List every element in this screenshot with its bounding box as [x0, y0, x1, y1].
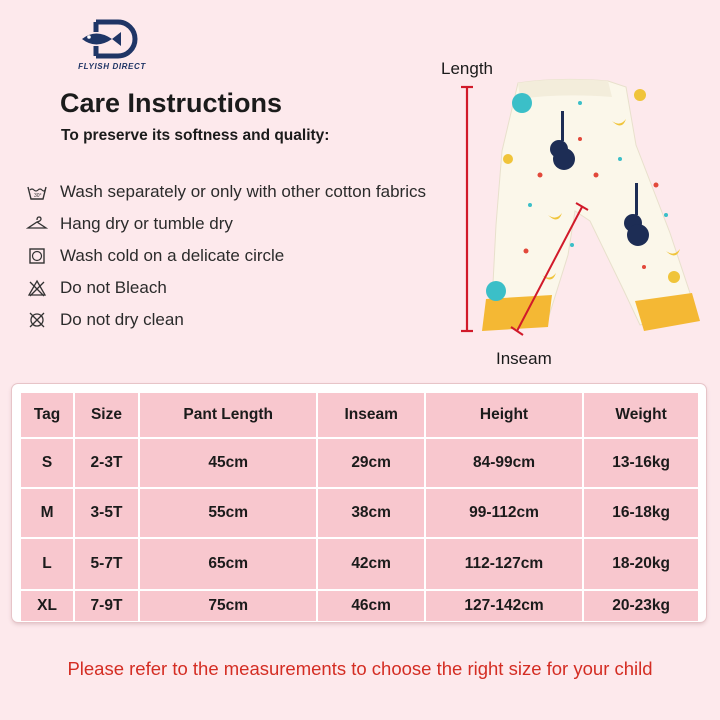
care-label: Do not dry clean: [60, 310, 184, 329]
care-list: [26, 176, 426, 336]
hanger-icon: [26, 213, 48, 235]
cell-pant-length: 55cm: [140, 489, 317, 537]
left-cuff: [482, 295, 552, 331]
pants-diagram: [430, 55, 720, 375]
cell-weight: 16-18kg: [584, 489, 698, 537]
header-pant-length: Pant Length: [140, 393, 317, 437]
header-size: Size: [75, 393, 138, 437]
pants-shape: [492, 79, 695, 325]
cell-tag: M: [21, 489, 73, 537]
size-advice-note: Please refer to the measurements to choose the right size for your child: [67, 658, 653, 679]
cell-inseam: 29cm: [318, 439, 423, 487]
cell-tag: S: [21, 439, 73, 487]
cell-tag: L: [21, 539, 73, 589]
cell-height: 127-142cm: [426, 591, 582, 621]
table-row: [21, 539, 698, 589]
no-bleach-icon: [26, 277, 48, 299]
no-dry-clean-icon: [26, 309, 48, 331]
cell-size: 5-7T: [75, 539, 138, 589]
header-weight: Weight: [584, 393, 698, 437]
cell-inseam: 38cm: [318, 489, 423, 537]
care-subtitle: To preserve its softness and quality:: [61, 127, 330, 144]
inseam-label: Inseam: [496, 349, 552, 368]
care-label: Wash cold on a delicate circle: [60, 246, 285, 265]
cell-inseam: 46cm: [318, 591, 423, 621]
cell-weight: 20-23kg: [584, 591, 698, 621]
cell-weight: 18-20kg: [584, 539, 698, 589]
cell-pant-length: 45cm: [140, 439, 317, 487]
wash-tub-icon: [26, 181, 48, 203]
care-item-wash-separately: [26, 176, 426, 208]
cell-size: 2-3T: [75, 439, 138, 487]
care-item-no-bleach: [26, 272, 426, 304]
cell-height: 84-99cm: [426, 439, 582, 487]
care-label: Wash separately or only with other cotton fabrics: [60, 182, 426, 201]
header-tag: Tag: [21, 393, 73, 437]
cell-pant-length: 65cm: [140, 539, 317, 589]
table-row: [21, 439, 698, 487]
cell-inseam: 42cm: [318, 539, 423, 589]
cell-height: 99-112cm: [426, 489, 582, 537]
fish-logo-icon: [76, 18, 148, 60]
dryer-square-icon: [26, 245, 48, 267]
cell-size: 7-9T: [75, 591, 138, 621]
care-label: Do not Bleach: [60, 278, 167, 297]
header-inseam: Inseam: [318, 393, 423, 437]
length-measure-line: [461, 87, 473, 331]
table-header-row: [21, 393, 698, 437]
size-table: [19, 391, 700, 623]
care-item-no-dry-clean: [26, 304, 426, 336]
table-row: [21, 489, 698, 537]
care-item-wash-cold: [26, 240, 426, 272]
header-height: Height: [426, 393, 582, 437]
cell-height: 112-127cm: [426, 539, 582, 589]
brand-name: FLYISH DIRECT: [78, 62, 146, 71]
care-title: Care Instructions: [60, 88, 283, 118]
brand-logo: [62, 18, 162, 78]
length-label: Length: [441, 59, 493, 78]
table-row: [21, 591, 698, 621]
care-item-hang-dry: [26, 208, 426, 240]
svg-text:30°: 30°: [34, 193, 42, 199]
cell-tag: XL: [21, 591, 73, 621]
cell-size: 3-5T: [75, 489, 138, 537]
size-table-card: [12, 384, 706, 622]
cell-pant-length: 75cm: [140, 591, 317, 621]
cell-weight: 13-16kg: [584, 439, 698, 487]
care-label: Hang dry or tumble dry: [60, 214, 233, 233]
